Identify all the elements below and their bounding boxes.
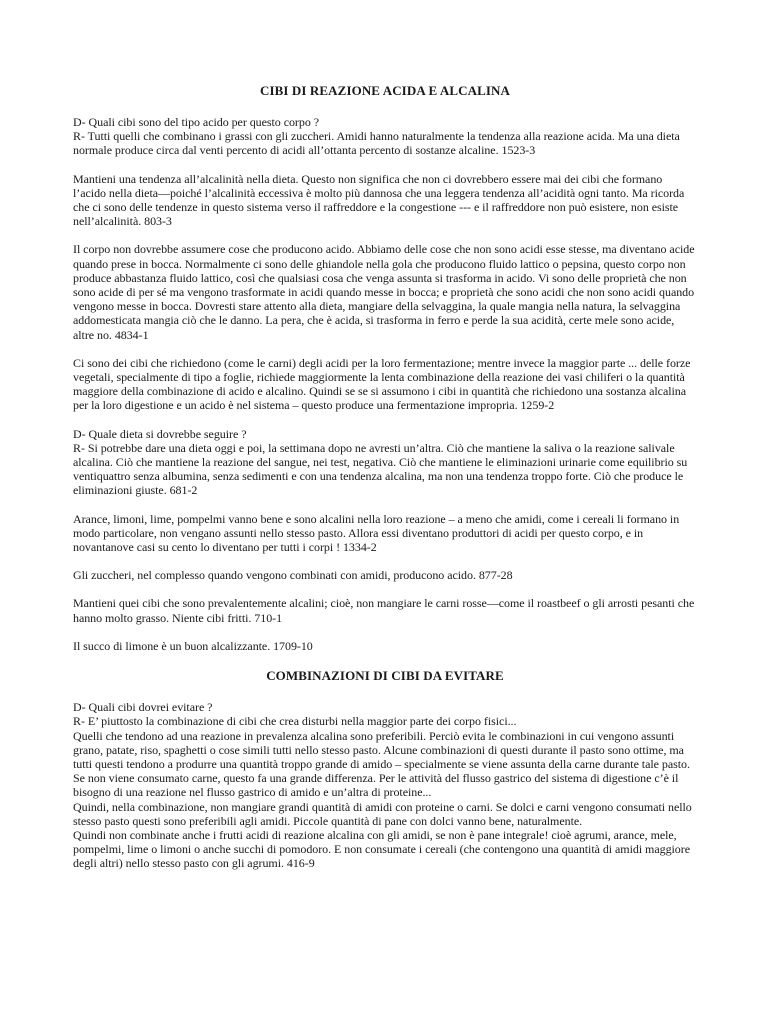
paragraph-1: D- Quali cibi sono del tipo acido per questo corpo ? R- Tutti quelli che combinano i grassi con gli zuccheri. Amidi hanno naturalmente la tendenza alla reazione acida. Ma una dieta normale produce circa dal venti percento di acidi all’ottanta percento di sostanze alcaline. 1523-3: [73, 115, 680, 158]
paragraph-8: Mantieni quei cibi che sono prevalentemente alcalini; cioè, non mangiare le carni rosse—come il roastbeef o gli arrosti pesanti che hanno molto grasso. Niente cibi fritti. 710-1: [73, 596, 695, 625]
paragraph-7: Gli zuccheri, nel complesso quando vengono combinati con amidi, producono acido. 877-28: [73, 568, 513, 583]
paragraph-3: Il corpo non dovrebbe assumere cose che producono acido. Abbiamo delle cose che non sono acidi esse stesse, ma diventano acide quando prese in bocca. Normalmente ci sono delle ghiandole nella gola che producono fluido lattico o pepsina, questo corpo non produce abbastanza fluido lattico, così che qualsiasi cosa che venga assunta si trasforma in acido. Vi sono delle proprietà che non sono acide di per sé ma vengono trasformate in acidi quando messe in bocca; e proprietà che sono acidi che non sono acidi quando vengono messe in bocca. Dovresti stare attento alla dieta, mangiare della selvaggina, la quale mangia nella natura, la selvaggina addomesticata mangia ciò che le danno. La pera, che è acida, si trasforma in ferro e perde la sua acidità, certe mele sono acide, altre no. 4834-1: [73, 242, 695, 342]
paragraph-9: Il succo di limone è un buon alcalizzante. 1709-10: [73, 638, 313, 653]
paragraph-6: Arance, limoni, lime, pompelmi vanno bene e sono alcalini nella loro reazione – a meno che amidi, come i cereali li formano in modo particolare, non vengano assunti nello stesso pasto. Allora essi diventano produttori di acidi per questo corpo, e in novantanove casi su cento lo diventano per tutti i corpi ! 1334-2: [73, 511, 680, 555]
document-title: CIBI DI REAZIONE ACIDA E ALCALINA: [260, 83, 510, 98]
document-page: [73, 82, 697, 871]
section-title-combinations: COMBINAZIONI DI CIBI DA EVITARE: [266, 668, 504, 684]
paragraph-5: D- Quale dieta si dovrebbe seguire ? R- Si potrebbe dare una dieta oggi e poi, la settimana dopo ne avresti un’altra. Ciò che mantiene la saliva o la reazione salivale alcalina. Ciò che mantiene la reazione del sangue, nei test, negativa. Ciò che mantiene le eliminazioni urinarie come equilibrio su ventiquattro senza albumina, senza sedimenti e con una tendenza alcalina, ma non una tendenza troppo forte. Ciò che produce le eliminazioni giuste. 681-2: [73, 426, 688, 498]
section-acid-alkaline: [73, 115, 697, 653]
section-combinations: [73, 700, 697, 870]
paragraph-10: D- Quali cibi dovrei evitare ? R- E’ piuttosto la combinazione di cibi che crea disturbi nella maggior parte dei corpo fisici... Quelli che tendono ad una reazione in prevalenza alcalina sono preferibili. Perciò evita le combinazioni in cui vengono assunti grano, patate, riso, spaghetti o cose simili tutti nello stesso pasto. Alcune combinazioni di questi durante il pasto sono ottime, ma tutti questi tendono a produrre una quantità troppo grande di amido – specialmente se viene assunta della carne durante tale pasto. Se non viene consumato carne, questo fa una grande differenza. Per le attività del flusso gastrico del sistema di digestione c’è il bisogno di una reazione nel flusso gastrico di amido e un’altra di proteine... Quindi, nella combinazione, non mangiare grandi quantità di amidi con proteine o carni. Se dolci e carni vengono consumati nello stesso pasto questi sono preferibili agli amidi. Piccole quantità di pane con dolci vanno bene, naturalmente. Quindi non combinate anche i frutti acidi di reazione alcalina con gli amidi, se non è pane integrale! cioè agrumi, arance, mele, pompelmi, lime o limoni o anche succhi di pomodoro. E non consumate i cereali (che contengono una quantità di amidi maggiore degli altri) nello stesso pasto con gli agrumi. 416-9: [73, 700, 692, 871]
paragraph-4: Ci sono dei cibi che richiedono (come le carni) degli acidi per la loro fermentazione; mentre invece la maggior parte ... delle forze vegetali, specialmente di tipo a foglie, richiede maggiormente la lenta combinazione della reazione dei vasi chiliferi o la quantità maggiore della combinazione di acido e alcalino. Quindi se se si assumono i cibi in quantità che richiedono una sostanza alcalina per la loro digestione e un acido è nel sistema – questo produce una fermentazione impropria. 1259-2: [73, 355, 691, 413]
paragraph-2: Mantieni una tendenza all’alcalinità nella dieta. Questo non significa che non ci dovrebbero essere mai dei cibi che formano l’acido nella dieta—poiché l’alcalinità eccessiva è molto più dannosa che una leggera tendenza all’acidità ogni tanto. Ma ricorda che ci sono delle tendenze in questo sistema verso il raffreddore e la congestione --- e il raffreddore non può esistere, non esiste nell’alcalinità. 803-3: [73, 171, 685, 229]
